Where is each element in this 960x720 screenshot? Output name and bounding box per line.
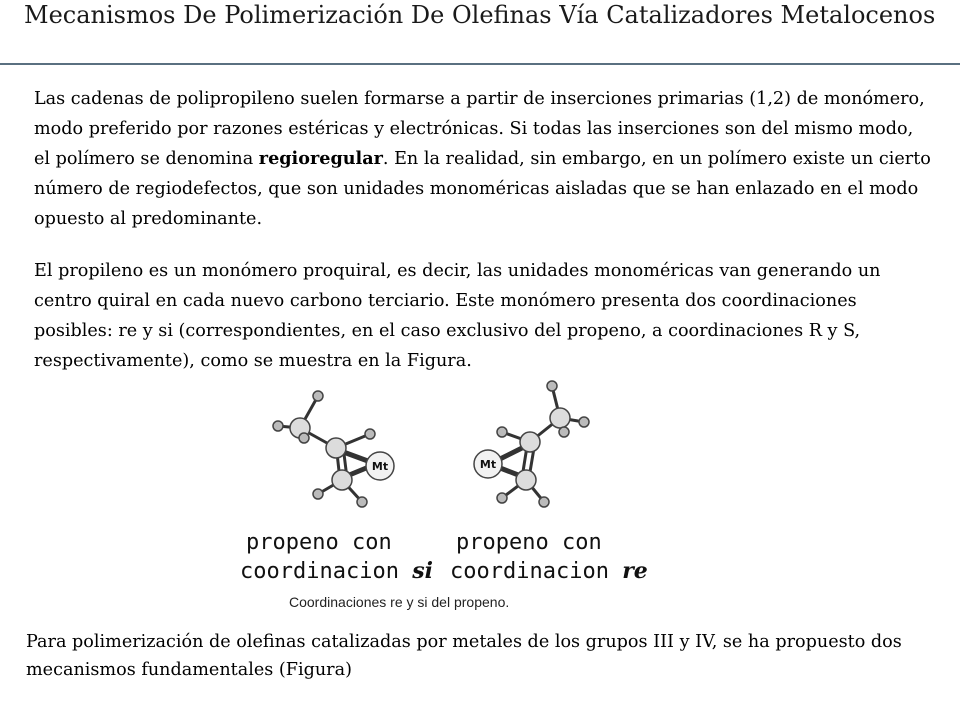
paragraph-regioregular xyxy=(34,84,934,234)
molecule-diagrams xyxy=(240,378,640,528)
label-si-text: coordinacion xyxy=(240,559,413,584)
label-si-tag: si xyxy=(412,558,433,584)
label-si-line2 xyxy=(240,558,433,585)
p1-bold-term: regioregular xyxy=(258,148,383,169)
label-re-text: coordinacion xyxy=(450,559,623,584)
paragraph-mechanisms: Para polimerización de olefinas catalizadas por metales de los grupos III y IV, se ha propuesto dos mecanismos fundamentales (Figura) xyxy=(26,632,902,680)
title-divider xyxy=(0,63,960,65)
molecule-re-atoms xyxy=(474,381,589,507)
metal-label-re: Mt xyxy=(479,458,497,471)
molecule-si-atoms xyxy=(273,391,394,507)
p1-text-after: . En la realidad, sin embargo, en un polímero existe un cierto número de regiodefectos, que son unidades monoméricas aisladas que se han enlazado en el modo opuesto al predominante. xyxy=(34,149,931,229)
paragraph-proquiral: El propileno es un monómero proquiral, es decir, las unidades monoméricas van generando un centro quiral en cada nuevo carbono terciario. Este monómero presenta dos coordinaciones posibles: re y si (correspondientes, en el caso exclusivo del propeno, a coordinaciones R y S, respectivamente), como se muestra en la Figura. xyxy=(34,261,881,371)
label-si-line1: propeno con xyxy=(246,530,392,555)
label-re-tag: re xyxy=(622,558,648,584)
p1-text-before: Las cadenas de polipropileno suelen formarse a partir de inserciones primarias (1,2) de monómero, modo preferido por razones estéricas y electrónicas. Si todas las inserciones son del mismo modo, el polímero se denomina xyxy=(34,89,925,169)
label-re-line1: propeno con xyxy=(456,530,602,555)
figure-caption: Coordinaciones re y si del propeno. xyxy=(289,594,510,610)
slide-title: Mecanismos De Polimerización De Olefinas Vía Catalizadores Metalocenos xyxy=(24,1,936,29)
metal-label-si: Mt xyxy=(371,460,389,473)
label-re-line2 xyxy=(450,558,648,585)
propene-coordination-figure xyxy=(240,378,648,588)
